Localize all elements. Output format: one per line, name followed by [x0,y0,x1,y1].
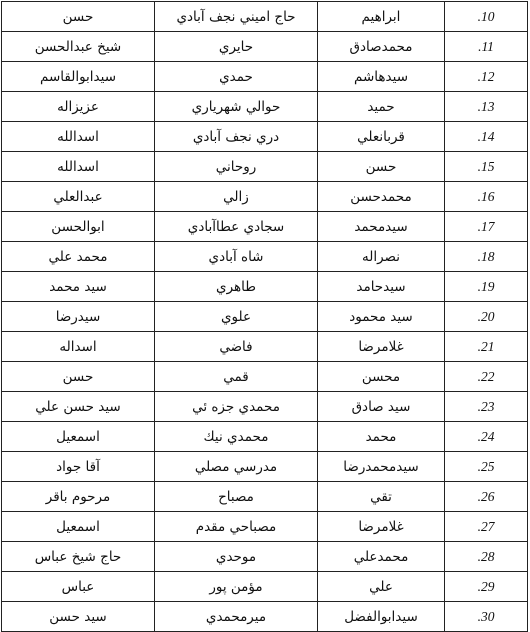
last-name-cell: مؤمن پور [155,572,318,602]
last-name-cell: روحاني [155,152,318,182]
first-name-cell: سيدمحمدرضا [318,452,445,482]
first-name-cell: غلامرضا [318,332,445,362]
first-name-cell: سيدابوالفضل [318,602,445,632]
table-row [2,242,528,272]
table-row [2,302,528,332]
table-row [2,392,528,422]
father-name-cell: سيد محمد [2,272,155,302]
table-row [2,362,528,392]
first-name-cell: محمد [318,422,445,452]
row-number-cell: .27 [445,512,528,542]
table-row [2,2,528,32]
father-name-cell: حسن [2,2,155,32]
row-number-cell: .26 [445,482,528,512]
table-row [2,602,528,632]
last-name-cell: حايري [155,32,318,62]
last-name-cell: سجادي عطاآبادي [155,212,318,242]
table-row [2,482,528,512]
father-name-cell: ابوالحسن [2,212,155,242]
names-table-body [2,2,528,632]
row-number-cell: .28 [445,542,528,572]
table-row [2,512,528,542]
row-number-cell: .17 [445,212,528,242]
father-name-cell: عزيزاله [2,92,155,122]
last-name-cell: حاج اميني نجف آبادي [155,2,318,32]
row-number-cell: .19 [445,272,528,302]
last-name-cell: شاه آبادي [155,242,318,272]
table-row [2,422,528,452]
first-name-cell: محمدحسن [318,182,445,212]
father-name-cell: اسمعيل [2,512,155,542]
row-number-cell: .10 [445,2,528,32]
last-name-cell: ميرمحمدي [155,602,318,632]
last-name-cell: طاهري [155,272,318,302]
table-row [2,62,528,92]
row-number-cell: .16 [445,182,528,212]
first-name-cell: سيدمحمد [318,212,445,242]
father-name-cell: سيد حسن [2,602,155,632]
first-name-cell: محسن [318,362,445,392]
row-number-cell: .18 [445,242,528,272]
last-name-cell: محمدي نيك [155,422,318,452]
table-row [2,122,528,152]
table-row [2,542,528,572]
table-row [2,332,528,362]
father-name-cell: اسداله [2,332,155,362]
father-name-cell: محمد علي [2,242,155,272]
first-name-cell: قربانعلي [318,122,445,152]
father-name-cell: مرحوم باقر [2,482,155,512]
father-name-cell: سيدرضا [2,302,155,332]
first-name-cell: تقي [318,482,445,512]
table-row [2,212,528,242]
first-name-cell: سيد محمود [318,302,445,332]
table-row [2,272,528,302]
row-number-cell: .21 [445,332,528,362]
father-name-cell: حاج شيخ عباس [2,542,155,572]
first-name-cell: ابراهيم [318,2,445,32]
last-name-cell: زالي [155,182,318,212]
row-number-cell: .29 [445,572,528,602]
row-number-cell: .24 [445,422,528,452]
last-name-cell: حمدي [155,62,318,92]
last-name-cell: محمدي جزه ئي [155,392,318,422]
first-name-cell: علي [318,572,445,602]
table-row [2,92,528,122]
first-name-cell: محمدصادق [318,32,445,62]
last-name-cell: موحدي [155,542,318,572]
last-name-cell: مصباحي مقدم [155,512,318,542]
row-number-cell: .11 [445,32,528,62]
first-name-cell: سيدهاشم [318,62,445,92]
last-name-cell: حوالي شهرياري [155,92,318,122]
first-name-cell: سيد صادق [318,392,445,422]
row-number-cell: .23 [445,392,528,422]
first-name-cell: محمدعلي [318,542,445,572]
last-name-cell: فاضي [155,332,318,362]
first-name-cell: حسن [318,152,445,182]
father-name-cell: سيد حسن علي [2,392,155,422]
first-name-cell: غلامرضا [318,512,445,542]
father-name-cell: عبدالعلي [2,182,155,212]
father-name-cell: اسمعيل [2,422,155,452]
father-name-cell: حسن [2,362,155,392]
table-row [2,572,528,602]
row-number-cell: .14 [445,122,528,152]
last-name-cell: مصباح [155,482,318,512]
last-name-cell: مدرسي مصلي [155,452,318,482]
names-table [1,1,528,632]
father-name-cell: عباس [2,572,155,602]
father-name-cell: شيخ عبدالحسن [2,32,155,62]
first-name-cell: نصراله [318,242,445,272]
row-number-cell: .22 [445,362,528,392]
table-row [2,32,528,62]
father-name-cell: آقا جواد [2,452,155,482]
father-name-cell: سيدابوالقاسم [2,62,155,92]
last-name-cell: قمي [155,362,318,392]
row-number-cell: .12 [445,62,528,92]
father-name-cell: اسدالله [2,152,155,182]
row-number-cell: .13 [445,92,528,122]
table-row [2,182,528,212]
table-row [2,152,528,182]
first-name-cell: سيدحامد [318,272,445,302]
row-number-cell: .25 [445,452,528,482]
last-name-cell: علوي [155,302,318,332]
row-number-cell: .15 [445,152,528,182]
first-name-cell: حميد [318,92,445,122]
row-number-cell: .30 [445,602,528,632]
father-name-cell: اسدالله [2,122,155,152]
row-number-cell: .20 [445,302,528,332]
table-row [2,452,528,482]
last-name-cell: دري نجف آبادي [155,122,318,152]
